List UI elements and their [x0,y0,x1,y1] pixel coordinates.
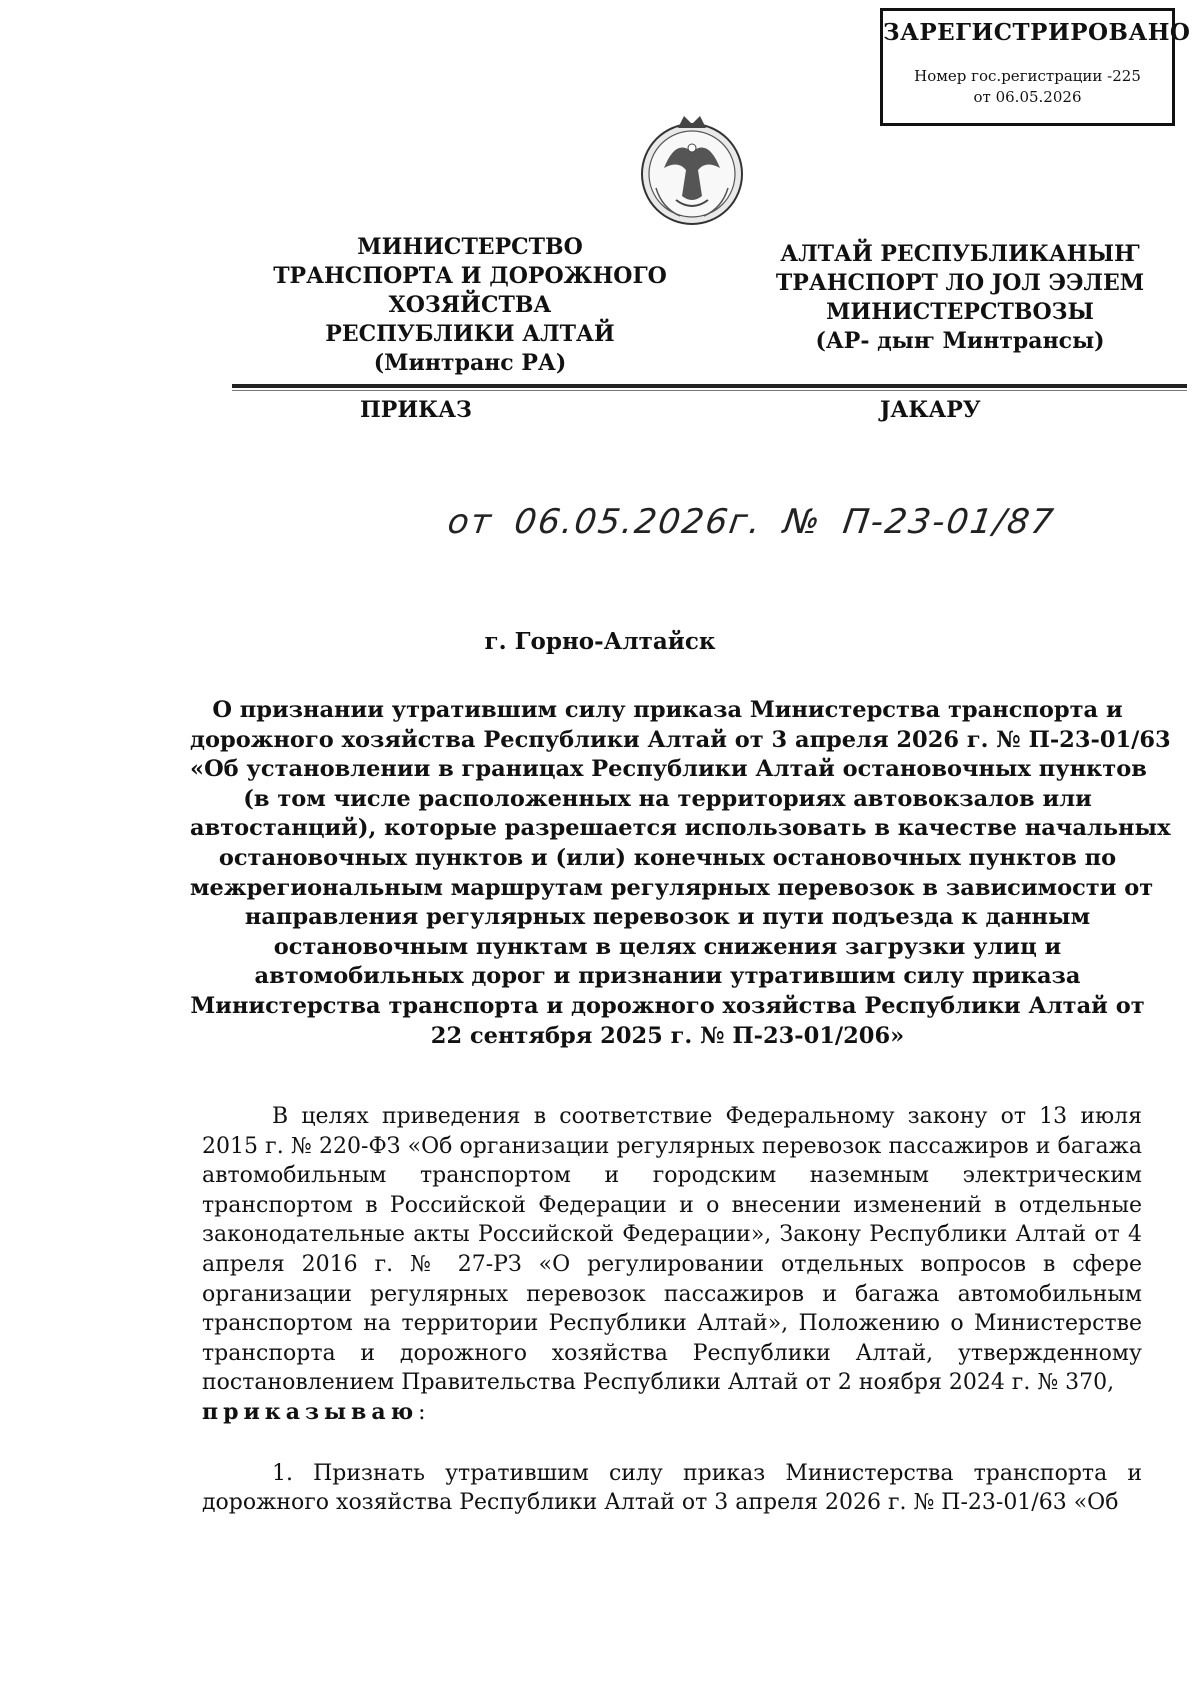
order-verb: приказываю [202,1398,419,1425]
order-label-ru: ПРИКАЗ [360,397,472,423]
order-item-1: 1. Признать утратившим силу приказ Министерства транспорта и дорожного хозяйства Республики Алтай от 3 апреля 2026 г. № П-23-01/63 «Об [202,1460,1142,1516]
title-line: «Об установлении в границах Республики Алтай остановочных пунктов [190,756,1147,783]
title-line: автомобильных дорог и признании утратившим силу приказа [254,963,1081,990]
handwritten-number-sign: № [781,502,825,542]
order-label-alt: JАКАРУ [880,397,981,423]
handwritten-date: 06.05.2026г. [511,502,765,542]
title-line: дорожного хозяйства Республики Алтай от 3 апреля 2026 г. № П-23-01/63 [190,726,1171,753]
title-line: (в том числе расположенных на территориях автовокзалов или [243,785,1092,812]
title-line: межрегиональным маршрутам регулярных перевозок в зависимости от [190,874,1154,901]
header-divider [232,384,1187,388]
document-body [202,1102,1142,1518]
title-line: остановочным пунктам в целях снижения загрузки улиц и [273,933,1062,960]
document-title [190,696,1171,1051]
handwritten-prefix: от [445,502,496,542]
stamp-reg-date: от 06.05.2026 [973,88,1082,106]
header-alt-line-3: МИНИСТЕРСТВОЗЫ [826,299,1094,325]
title-line: направления регулярных перевозок и пути подъезда к данным [244,904,1091,931]
header-ru-line-1: МИНИСТЕРСТВО [357,234,583,260]
handwritten-date-number [445,502,1079,542]
coat-of-arms-emblem-icon [636,108,748,232]
preamble-text: В целях приведения в соответствие Федеральному закону от 13 июля 2015 г. № 220-ФЗ «Об организации регулярных перевозок пассажиров и багажа автомобильным транспортом и городским наземным электрическим транспортом в Российской Федерации и о внесении изменений в отдельные законодательные акты Российской Федерации», Закону Республики Алтай от 4 апреля 2016 г. № 27-РЗ «О регулировании отдельных вопросов в сфере организации регулярных перевозок пассажиров и багажа автомобильным транспортом на территории Республики Алтай», Положению о Министерстве транспорта и дорожного хозяйства Республики Алтай, утвержденному постановлением Правительства Республики Алтай от 2 ноября 2024 г. № 370, [202,1104,1142,1396]
stamp-title: ЗАРЕГИСТРИРОВАНО [883,19,1191,46]
stamp-reg-number: Номер гос.регистрации -225 [914,67,1141,85]
header-divider-thin [232,390,1187,391]
city-name: г. Горно-Алтайск [484,628,716,655]
title-line: 22 сентября 2025 г. № П-23-01/206» [430,1022,905,1049]
handwritten-number: П-23-01/87 [840,502,1058,542]
title-line: О признании утратившим силу приказа Министерства транспорта и [212,697,1123,723]
header-alt-line-2: ТРАНСПОРТ ЛО JОЛ ЭЭЛЕМ [775,270,1145,296]
header-alt-line-4: (АР- дыҥ Минтрансы) [815,328,1105,354]
header-ministry-ru [220,233,720,378]
order-verb-colon: : [418,1399,426,1425]
header-ru-line-2: ТРАНСПОРТА И ДОРОЖНОГО ХОЗЯЙСТВА [273,263,667,318]
preamble-paragraph [202,1102,1142,1428]
registration-stamp [880,8,1191,126]
title-line: автостанций), которые разрешается использовать в качестве начальных [190,815,1171,842]
title-line: Министерства транспорта и дорожного хозяйства Республики Алтай от [190,992,1145,1019]
header-ru-line-4: (Минтранс РА) [373,350,567,376]
title-line: остановочных пунктов и (или) конечных остановочных пунктов по [218,844,1117,871]
header-ministry-alt [750,240,1170,356]
header-alt-line-1: АЛТАЙ РЕСПУБЛИКАНЫҤ [780,241,1140,267]
header-ru-line-3: РЕСПУБЛИКИ АЛТАЙ [325,321,615,347]
